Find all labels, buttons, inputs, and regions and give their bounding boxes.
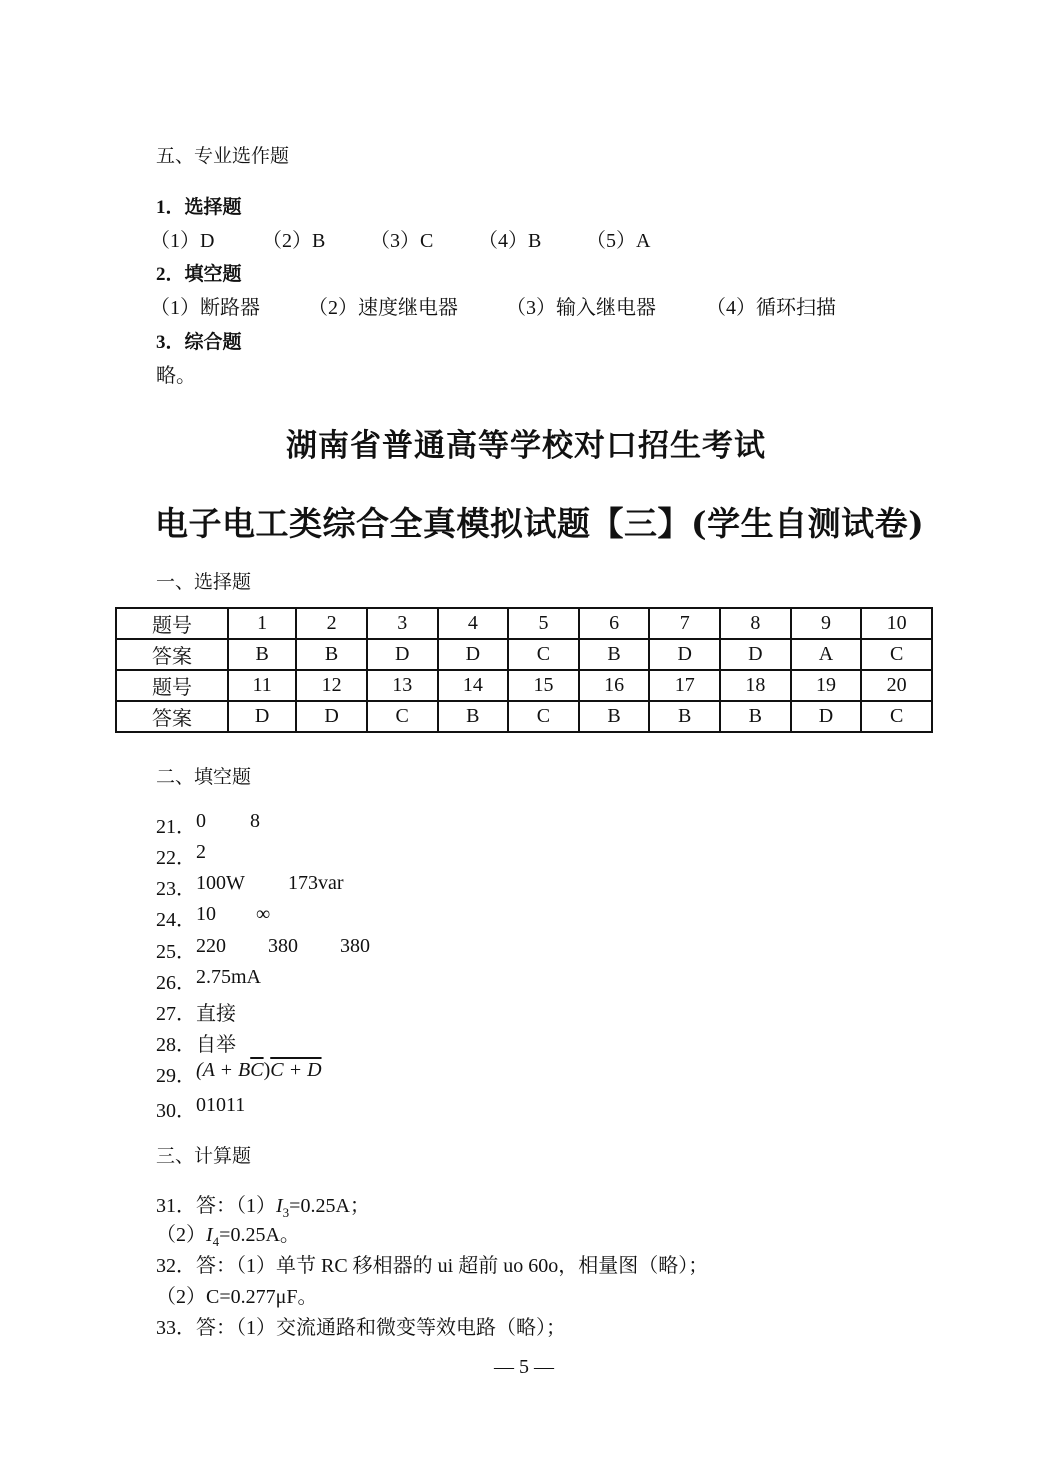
table-cell: 18 [720,670,791,701]
exam-subtitle: 电子电工类综合全真模拟试题【三】(学生自测试卷) [155,504,925,543]
q1-answers [150,224,650,253]
q1-item: （2）B [262,230,326,252]
table-cell: 19 [791,670,862,701]
page-number: — 5 — [494,1356,554,1378]
table-cell: D [438,639,509,670]
expression-part: (A + B [196,1059,251,1081]
table-cell: 5 [508,608,579,639]
table-cell: D [791,701,862,732]
subscript: 3 [282,1205,290,1220]
table-cell: 20 [861,670,932,701]
question-number: 25． [156,941,196,963]
table-cell: B [649,701,720,732]
table-cell: C [508,701,579,732]
table-cell: 13 [367,670,438,701]
answer-part: 2 [196,841,206,863]
answer-part: 0 [196,810,206,832]
answer-part: 8 [250,810,260,832]
question-number: 30． [156,1100,196,1122]
calc-heading: 三、计算题 [156,1145,252,1167]
answer-part: 直接 [196,1003,236,1025]
question-number: 23． [156,878,196,900]
table-cell: 3 [367,608,438,639]
answer-27 [156,997,236,1026]
expression-part: ) [263,1059,271,1081]
answer-part: 100W [196,872,245,894]
answer-part: 10 [196,903,216,925]
answer-part: ∞ [256,903,271,925]
question-number: 24． [156,909,196,931]
table-cell: C [367,701,438,732]
table-cell: D [649,639,720,670]
q1-title: 1．选择题 [156,197,242,218]
answer-part: 2.75mA [196,966,261,988]
question-number: 29． [156,1065,196,1087]
table-cell: 16 [579,670,650,701]
table-cell: 10 [861,608,932,639]
answer-part: 自举 [196,1034,236,1056]
text-part: =0.25A； [289,1195,370,1217]
answer-25 [156,935,370,964]
answer-30 [156,1094,245,1123]
answer-table-row [116,701,932,732]
q2-title: 2．填空题 [156,264,242,285]
row-header-cell: 题号 [116,608,228,639]
table-cell: 17 [649,670,720,701]
table-cell: C [508,639,579,670]
current-symbol: I [206,1224,213,1246]
answer-part: 220 [196,935,226,957]
answer-part: 173var [288,872,344,894]
table-cell: B [720,701,791,732]
table-cell: 9 [791,608,862,639]
q2-item: （2）速度继电器 [308,297,458,319]
expression-complement-cd: C + D [270,1059,322,1081]
question-number: 28． [156,1034,196,1056]
answer-22 [156,841,206,870]
table-cell: A [791,639,862,670]
table-cell: 4 [438,608,509,639]
table-cell: 14 [438,670,509,701]
row-header-cell: 答案 [116,639,228,670]
q2-item: （1）断路器 [150,297,260,319]
text-part: （2） [156,1224,206,1246]
q2-item: （3）输入继电器 [506,297,656,319]
current-symbol: I [276,1195,283,1217]
question-number: 27． [156,1003,196,1025]
question-number: 26． [156,972,196,994]
answer-32-line2: （2）C=0.277μF。 [156,1286,318,1308]
answer-32-line1: 32．答：（1）单节 RC 移相器的 ui 超前 uo 60o，相量图（略）； [156,1255,709,1277]
fill-heading: 二、填空题 [156,766,252,788]
answer-part: 01011 [196,1094,246,1116]
table-cell: D [296,701,367,732]
expression-complement-c: $\overline{C}$ [250,1059,264,1081]
answer-table-row [116,670,932,701]
table-cell: B [579,639,650,670]
table-cell: 8 [720,608,791,639]
answer-21 [156,810,260,839]
question-number: 21． [156,816,196,838]
row-header-cell: 答案 [116,701,228,732]
table-cell: C [861,639,932,670]
answer-table-row [116,639,932,670]
q3-text: 略。 [156,365,196,387]
table-cell: 1 [228,608,296,639]
table-cell: D [228,701,296,732]
table-cell: B [296,639,367,670]
table-cell: B [228,639,296,670]
answer-part: 380 [340,935,370,957]
table-cell: C [861,701,932,732]
q1-item: （4）B [478,230,542,252]
row-header-cell: 题号 [116,670,228,701]
section-five-heading: 五、专业选作题 [156,145,290,167]
q3-title: 3．综合题 [156,332,242,353]
table-cell: 2 [296,608,367,639]
answer-28 [156,1028,236,1057]
answer-24 [156,903,270,932]
exam-title: 湖南省普通高等学校对口招生考试 [286,428,766,464]
answer-26 [156,966,261,995]
answer-part: 380 [268,935,298,957]
answer-33-line1: 33．答：（1）交流通路和微变等效电路（略）； [156,1317,566,1339]
table-cell: 6 [579,608,650,639]
q1-item: （3）C [370,230,434,252]
question-number: 22． [156,847,196,869]
q2-answers [150,291,836,320]
answer-31-line2 [156,1218,300,1250]
table-cell: D [367,639,438,670]
choice-heading: 一、选择题 [156,571,252,593]
text-part: =0.25A。 [219,1224,300,1246]
answer-table [115,607,933,733]
table-cell: 11 [228,670,296,701]
q2-item: （4）循环扫描 [706,297,836,319]
table-cell: B [579,701,650,732]
table-cell: D [720,639,791,670]
table-cell: 7 [649,608,720,639]
table-cell: 12 [296,670,367,701]
subscript: 4 [212,1234,220,1249]
table-cell: 15 [508,670,579,701]
text-part: 31．答：（1） [156,1195,276,1217]
answer-23 [156,872,344,901]
table-cell: B [438,701,509,732]
answer-31-line1 [156,1189,370,1221]
answer-29 [156,1059,322,1088]
q1-item: （1）D [150,230,215,252]
q1-item: （5）A [586,230,651,252]
answer-table-row [116,608,932,639]
